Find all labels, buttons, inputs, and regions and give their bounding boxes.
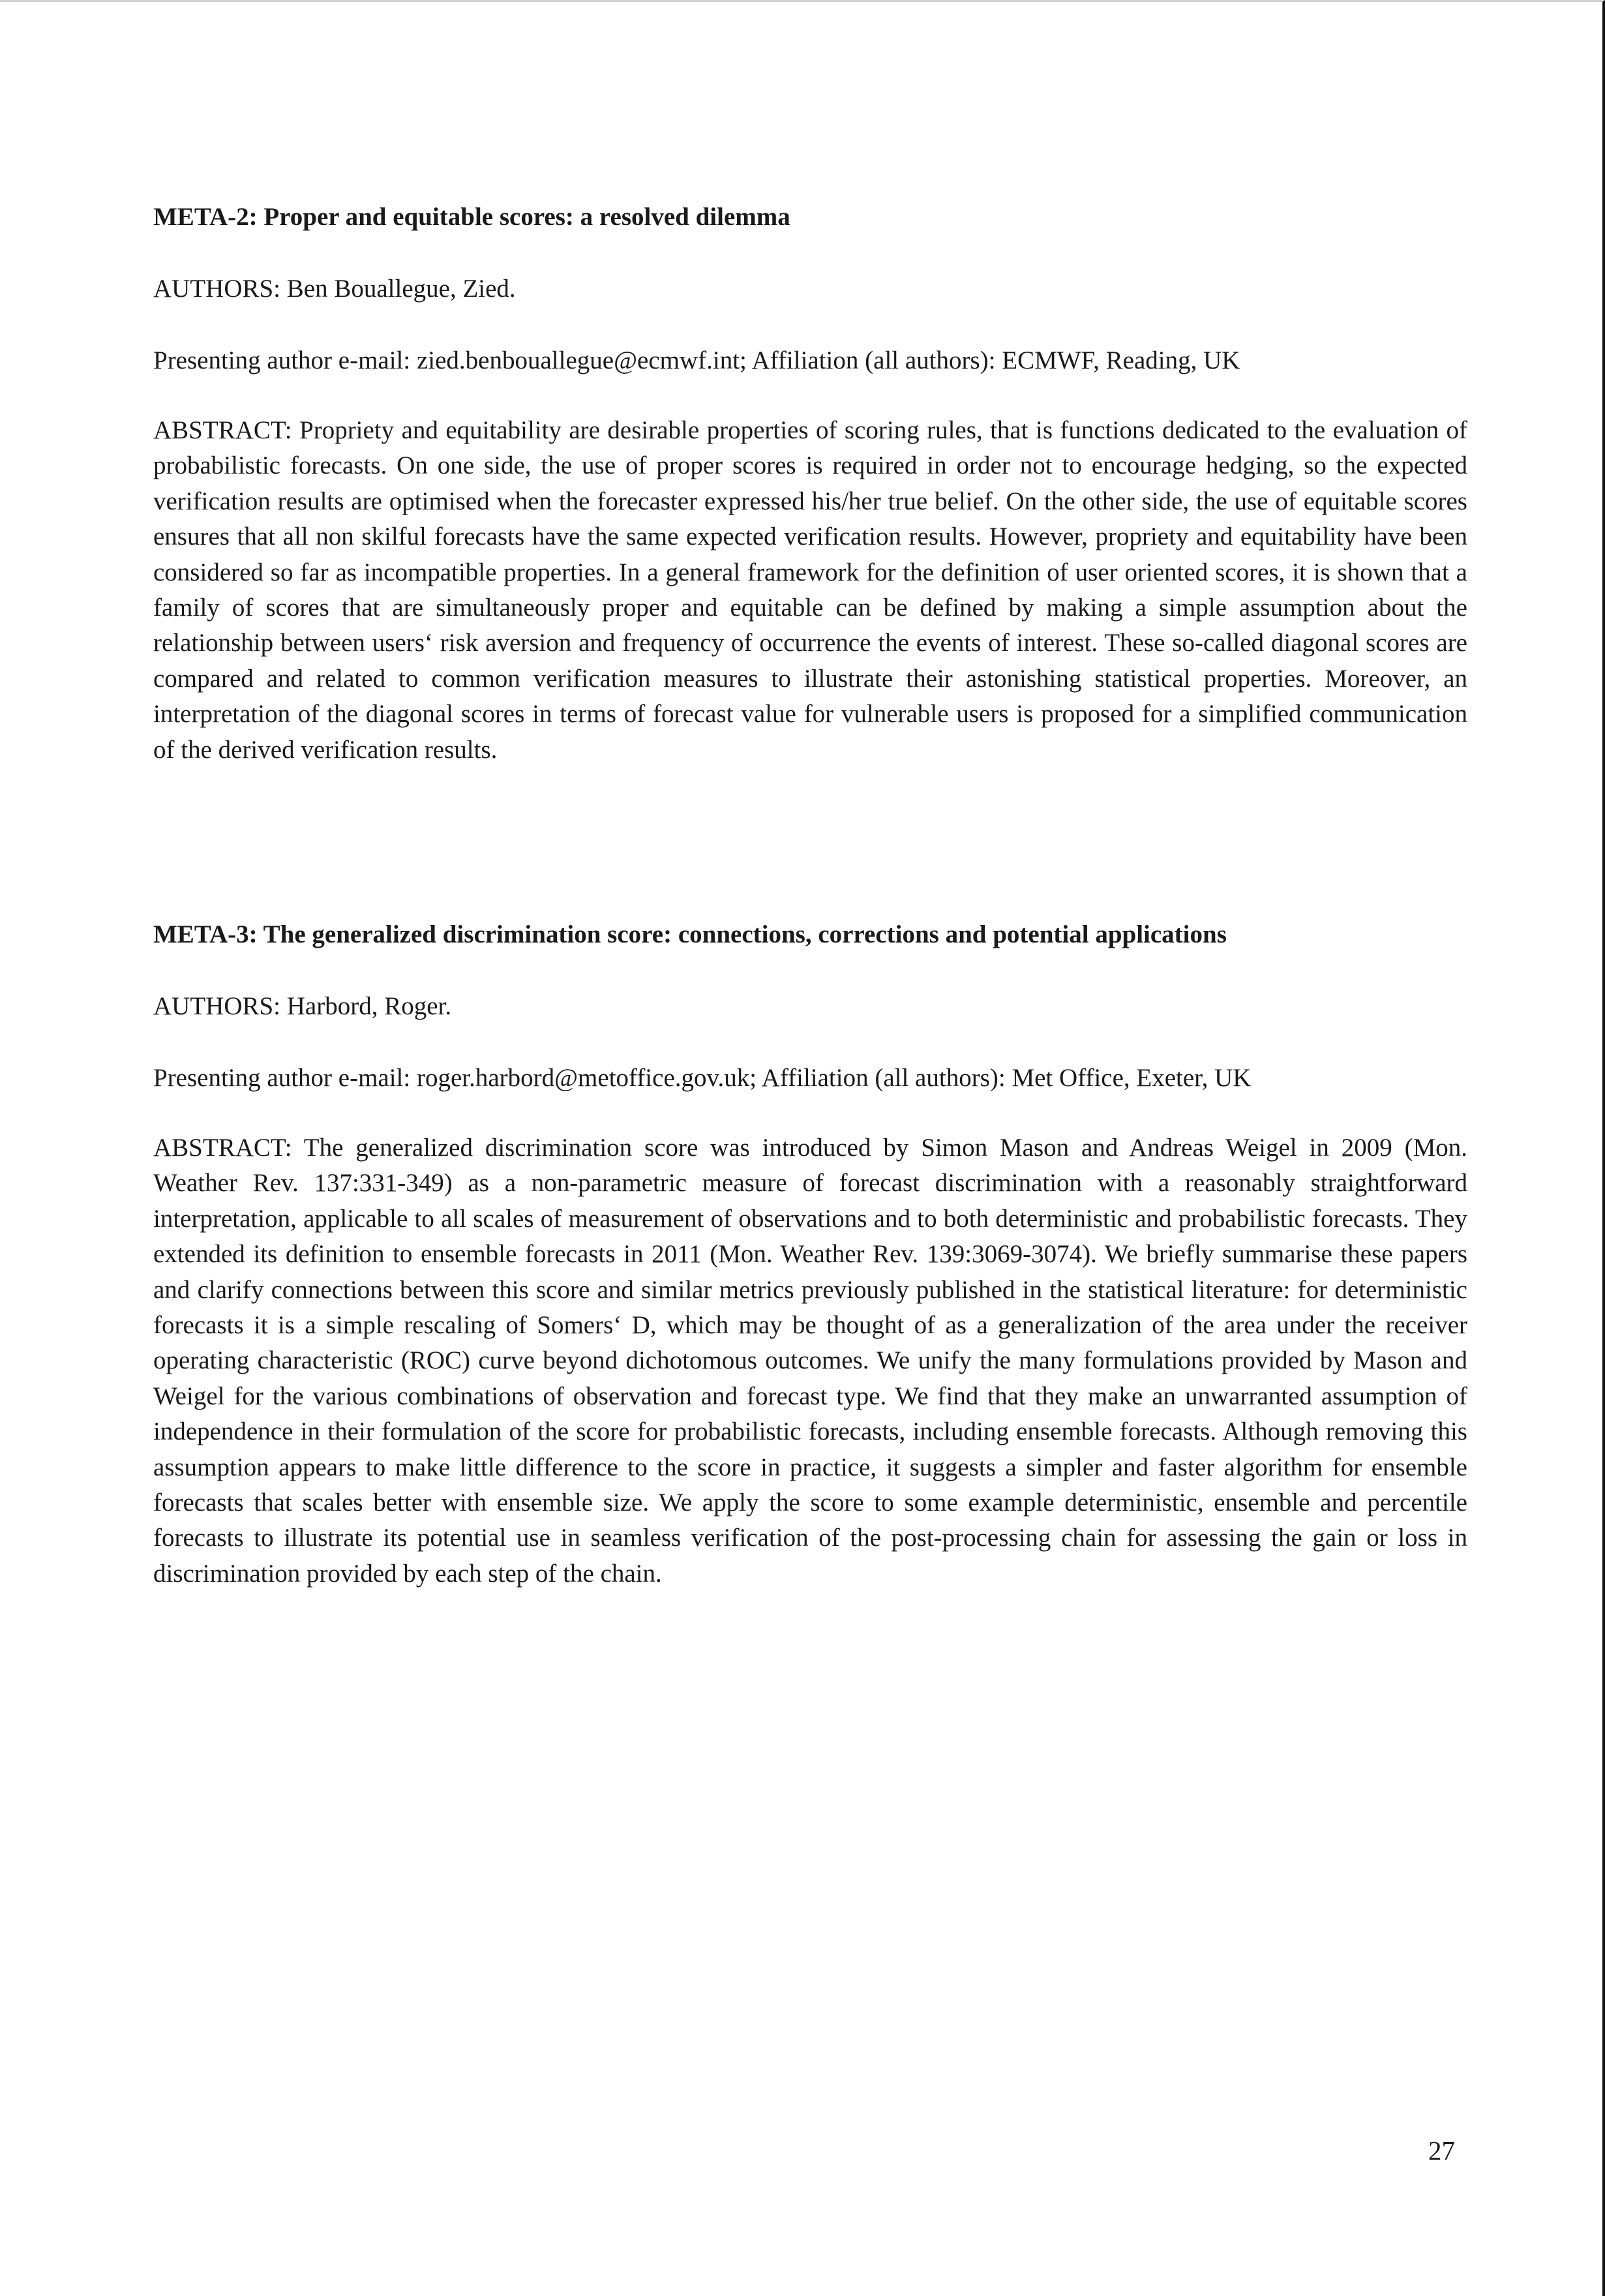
entry-contact: Presenting author e-mail: zied.benbouallegue@ecmwf.int; Affiliation (all authors): ECMWF, Reading, UK: [153, 346, 1240, 374]
entry-authors: AUTHORS: Harbord, Roger.: [153, 992, 452, 1020]
entry-title: META-2: Proper and equitable scores: a resolved dilemma: [153, 203, 790, 231]
entry-authors: AUTHORS: Ben Bouallegue, Zied.: [153, 275, 516, 303]
abstract-entry-meta-3: [153, 915, 1467, 1592]
abstract-entry-meta-2: [153, 198, 1467, 768]
entry-contact: Presenting author e-mail: roger.harbord@metoffice.gov.uk; Affiliation (all authors): Met Office, Exeter, UK: [153, 1064, 1252, 1092]
entry-abstract: ABSTRACT: The generalized discrimination score was introduced by Simon Mason and Andreas Weigel in 2009 (Mon. Weather Rev. 137:331-349) as a non-parametric measure of forecast discrimination with a reasonably straightforward interpretation, applicable to all scales of measurement of observations and to both deterministic and probabilistic forecasts. They extended its definition to ensemble forecasts in 2011 (Mon. Weather Rev. 139:3069-3074). We briefly summarise these papers and clarify connections between this score and similar metrics previously published in the statistical literature: for deterministic forecasts it is a simple rescaling of Somers‘ D, which may be thought of as a generalization of the area under the receiver operating characteristic (ROC) curve beyond dichotomous outcomes. We unify the many formulations provided by Mason and Weigel for the various combinations of observation and forecast type. We find that they make an unwarranted assumption of independence in their formulation of the score for probabilistic forecasts, including ensemble forecasts. Although removing this assumption appears to make little difference to the score in practice, it suggests a simpler and faster algorithm for ensemble forecasts that scales better with ensemble size. We apply the score to some example deterministic, ensemble and percentile forecasts to illustrate its potential use in seamless verification of the post-processing chain for assessing the gain or loss in discrimination provided by each step of the chain.: [153, 1134, 1467, 1588]
entry-title: META-3: The generalized discrimination score: connections, corrections and potential applications: [153, 920, 1227, 948]
page-number: 27: [1428, 2136, 1455, 2166]
entry-abstract: ABSTRACT: Propriety and equitability are desirable properties of scoring rules, that is functions dedicated to the evaluation of probabilistic forecasts. On one side, the use of proper scores is required in order not to encourage hedging, so the expected verification results are optimised when the forecaster expressed his/her true belief. On the other side, the use of equitable scores ensures that all non skilful forecasts have the same expected verification results. However, propriety and equitability have been considered so far as incompatible properties. In a general framework for the definition of user oriented scores, it is shown that a family of scores that are simultaneously proper and equitable can be defined by making a simple assumption about the relationship between users‘ risk aversion and frequency of occurrence the events of interest. These so-called diagonal scores are compared and related to common verification measures to illustrate their astonishing statistical properties. Moreover, an interpretation of the diagonal scores in terms of forecast value for vulnerable users is proposed for a simplified communication of the derived verification results.: [153, 416, 1467, 764]
